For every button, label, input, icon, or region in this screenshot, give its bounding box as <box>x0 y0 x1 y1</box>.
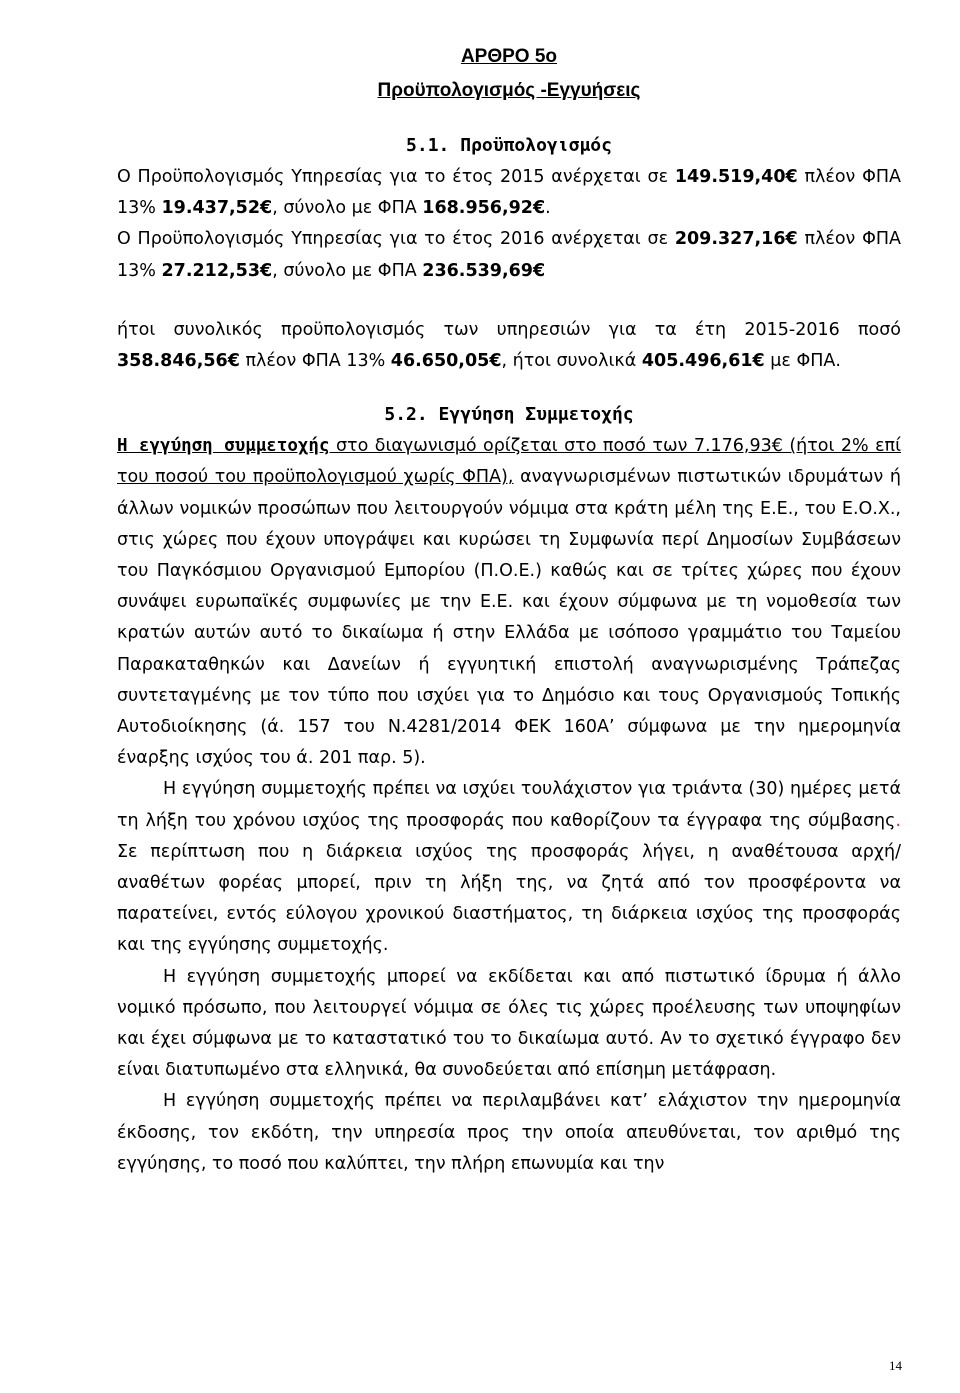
budget-2016-paragraph: Ο Προϋπολογισμός Υπηρεσίας για το έτος 2016 ανέρχεται σε 209.327,16€ πλέον ΦΠΑ 13% 27.212,53€, σύνολο με ΦΠΑ 236.539,69€ <box>117 229 901 281</box>
budget-total-paragraph: ήτοι συνολικός προϋπολογισμός των υπηρεσιών για τα έτη 2015-2016 ποσό 358.846,56€ πλέον ΦΠΑ 13% 46.650,05€, ήτοι συνολικά 405.496,61€ με ΦΠΑ. <box>117 319 901 372</box>
guarantee-paragraph-4: Η εγγύηση συμμετοχής πρέπει να περιλαμβάνει κατ’ ελάχιστον την ημερομηνία έκδοσης, τον εκδότη, την υπηρεσία προς την οποία απευθύνεται, τον αριθμό της εγγύησης, το ποσό που καλύπτει, την πλήρη επωνυμία και την <box>117 1091 901 1174</box>
article-subheading: Προϋπολογισμός -Εγγυήσεις <box>377 80 641 101</box>
document-page <box>117 40 901 1180</box>
section-5-2-title: 5.2. Εγγύηση Συμμετοχής <box>384 404 634 426</box>
page-number: 14 <box>889 1358 902 1373</box>
guarantee-amount-text: στο διαγωνισμό ορίζεται στο ποσό των 7.176,93€ (ήτοι 2% επί του ποσού του προϋπολογισμού χωρίς ΦΠΑ), <box>117 436 902 488</box>
guarantee-paragraph-1: Η εγγύηση συμμετοχής στο διαγωνισμό ορίζεται στο ποσό των 7.176,93€ (ήτοι 2% επί του ποσού του προϋπολογισμού χωρίς ΦΠΑ), αναγνωρισμένων πιστωτικών ιδρυμάτων ή άλλων νομικών προσώπων που λειτουργούν νόμιμα στα κράτη μέλη της Ε.Ε., του Ε.Ο.Χ., στις χώρες που έχουν υπογράψει και κυρώσει τη Συμφωνία περί Δημοσίων Συμβάσεων του Παγκόσμιου Οργανισμού Εμπορίου (Π.Ο.Ε.) καθώς και σε τρίτες χώρες που έχουν συνάψει ευρωπαϊκές συμφωνίες με την Ε.Ε. και έχουν σύμφωνα με τη νομοθεσία των κρατών αυτών αυτό το δικαίωμα ή στην Ελλάδα με ισόποσο γραμμάτιο του Ταμείου Παρακαταθηκών και Δανείων ή εγγυητική επιστολή αναγνωρισμένης Τράπεζας συντεταγμένης με τον τύπο που ισχύει για το Δημόσιο και τους Οργανισμούς Τοπικής Αυτοδιοίκησης (ά. 157 του Ν.4281/2014 ΦΕΚ 160Α’ σύμφωνα με την ημερομηνία έναρξης ισχύος του ά. 201 παρ. 5). <box>117 436 902 769</box>
section-5-1-title: 5.1. Προϋπολογισμός <box>406 135 612 156</box>
article-heading: ΑΡΘΡΟ 5ο <box>460 46 558 67</box>
guarantee-paragraph-2: Η εγγύηση συμμετοχής πρέπει να ισχύει τουλάχιστον για τριάντα (30) ημέρες μετά τη λήξη του χρόνου ισχύος της προσφοράς που καθορίζουν τα έγγραφα της σύμβασης. Σε περίπτωση που η διάρκεια ισχύος της προσφοράς λήγει, η αναθέτουσα αρχή/αναθέτων φορέας μπορεί, πριν τη λήξη της, να ζητά από τον προσφέροντα να παρατείνει, εντός εύλογου χρονικού διαστήματος, τη διάρκεια ισχύος της προσφοράς και της εγγύησης συμμετοχής. <box>117 779 901 956</box>
guarantee-paragraph-3: Η εγγύηση συμμετοχής μπορεί να εκδίδεται και από πιστωτικό ίδρυμα ή άλλο νομικό πρόσωπο, που λειτουργεί νόμιμα σε όλες τις χώρες προέλευσης των υποψηφίων και έχει σύμφωνα με το καταστατικό του το δικαίωμα αυτό. Αν το σχετικό έγγραφο δεν είναι διατυπωμένο στα ελληνικά, θα συνοδεύεται από επίσημη μετάφραση. <box>117 966 901 1081</box>
budget-2015-paragraph: Ο Προϋπολογισμός Υπηρεσίας για το έτος 2015 ανέρχεται σε 149.519,40€ πλέον ΦΠΑ 13% 19.437,52€, σύνολο με ΦΠΑ 168.956,92€. <box>117 167 901 219</box>
guarantee-lead-text: Η εγγύηση συμμετοχής <box>117 436 330 457</box>
